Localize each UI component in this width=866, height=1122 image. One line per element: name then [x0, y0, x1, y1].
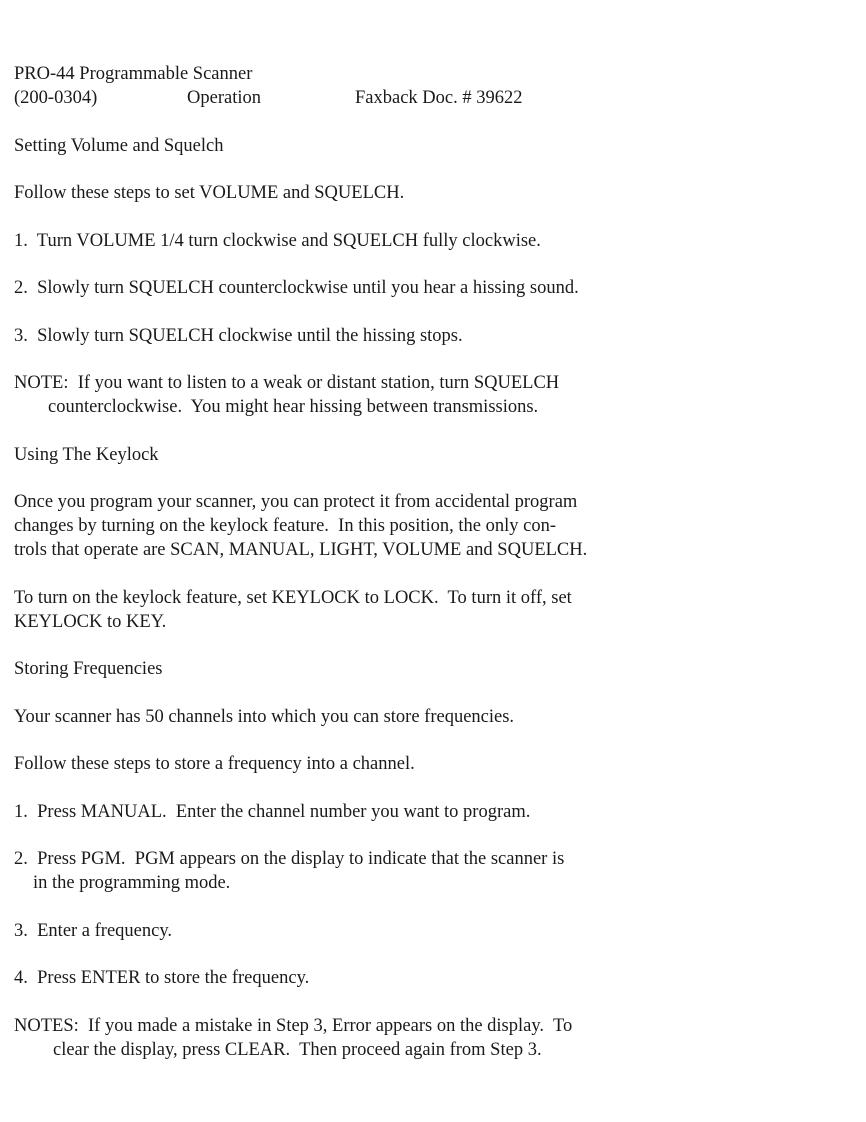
- storing-step-2-line-2: in the programming mode.: [33, 873, 231, 893]
- document-page: [14, 62, 834, 1085]
- storing-step-3: 3. Enter a frequency.: [14, 920, 173, 941]
- keylock-paragraph-2: [14, 586, 834, 634]
- volume-squelch-step-3: 3. Slowly turn SQUELCH clockwise until the hissing stops.: [14, 325, 463, 346]
- document-header: [14, 62, 834, 110]
- document-title: PRO-44 Programmable Scanner: [14, 64, 253, 84]
- note-line-1: NOTE: If you want to listen to a weak or distant station, turn SQUELCH: [14, 373, 560, 393]
- notes-line-2: clear the display, press CLEAR. Then proceed again from Step 3.: [53, 1039, 542, 1060]
- storing-paragraph-1: Your scanner has 50 channels into which you can store frequencies.: [14, 706, 515, 727]
- keylock-p1-line-1: Once you program your scanner, you can protect it from accidental program: [14, 492, 578, 512]
- volume-squelch-intro: Follow these steps to set VOLUME and SQUELCH.: [14, 183, 405, 203]
- storing-step-1: 1. Press MANUAL. Enter the channel number you want to program.: [14, 801, 531, 822]
- keylock-p1-line-2: changes by turning on the keylock feature. In this position, the only con-: [14, 516, 557, 536]
- storing-paragraph-2: Follow these steps to store a frequency into a channel.: [14, 754, 415, 774]
- keylock-p1-line-3: trols that operate are SCAN, MANUAL, LIGHT, VOLUME and SQUELCH.: [14, 540, 588, 560]
- note-line-2: counterclockwise. You might hear hissing between transmissions.: [48, 397, 539, 417]
- keylock-p2-line-1: To turn on the keylock feature, set KEYLOCK to LOCK. To turn it off, set: [14, 587, 572, 608]
- keylock-p2-line-2: KEYLOCK to KEY.: [14, 611, 167, 632]
- section-label: Operation: [187, 88, 261, 108]
- storing-step-4: 4. Press ENTER to store the frequency.: [14, 968, 310, 988]
- volume-squelch-step-1: 1. Turn VOLUME 1/4 turn clockwise and SQUELCH fully clockwise.: [14, 230, 541, 251]
- notes-line-1: NOTES: If you made a mistake in Step 3, Error appears on the display. To: [14, 1015, 573, 1036]
- volume-squelch-note: [14, 371, 834, 419]
- section-heading-storing-frequencies: Storing Frequencies: [14, 659, 163, 679]
- keylock-paragraph-1: [14, 490, 834, 562]
- document-meta-row: [14, 86, 834, 110]
- faxback-doc-number: Faxback Doc. # 39622: [355, 88, 523, 108]
- storing-step-2: [14, 847, 834, 895]
- catalog-number: (200-0304): [14, 88, 98, 108]
- volume-squelch-step-2: 2. Slowly turn SQUELCH counterclockwise until you hear a hissing sound.: [14, 278, 579, 298]
- section-heading-volume-squelch: Setting Volume and Squelch: [14, 135, 224, 156]
- storing-notes: [14, 1014, 834, 1062]
- section-heading-keylock: Using The Keylock: [14, 444, 159, 465]
- storing-step-2-line-1: 2. Press PGM. PGM appears on the display to indicate that the scanner is: [14, 849, 565, 869]
